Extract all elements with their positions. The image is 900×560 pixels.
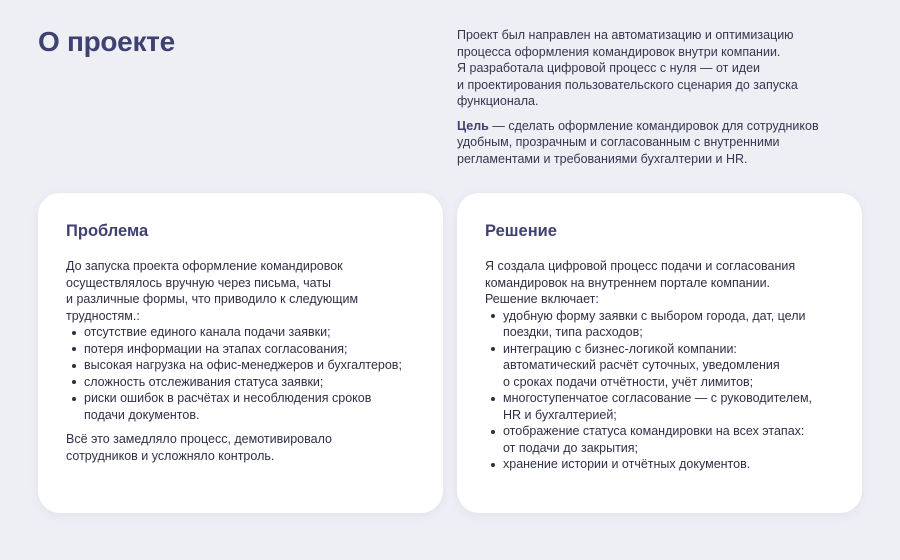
- solution-intro: Я создала цифровой процесс подачи и согласования командировок на внутреннем портале компании. Решение включает:: [485, 259, 796, 306]
- list-item: отсутствие единого канала подачи заявки;: [66, 324, 423, 341]
- list-item: высокая нагрузка на офис-менеджеров и бухгалтеров;: [66, 357, 423, 374]
- problem-card: [38, 193, 443, 513]
- solution-title: Решение: [485, 222, 557, 240]
- goal-label: Цель: [457, 118, 489, 133]
- problem-closing: Всё это замедляло процесс, демотивировало сотрудников и усложняло контроль.: [66, 432, 332, 463]
- intro-block: [457, 27, 857, 167]
- list-item: риски ошибок в расчётах и несоблюдения сроков подачи документов.: [66, 390, 423, 423]
- page-title: О проекте: [38, 26, 175, 57]
- solution-card: [457, 193, 862, 513]
- list-item: потеря информации на этапах согласования;: [66, 341, 423, 358]
- list-item: интеграцию с бизнес-логикой компании: автоматический расчёт суточных, уведомления о сроках подачи отчётности, учёт лимитов;: [485, 341, 842, 391]
- list-item: отображение статуса командировки на всех этапах: от подачи до закрытия;: [485, 423, 842, 456]
- problem-title: Проблема: [66, 222, 149, 240]
- problem-list: [66, 324, 423, 423]
- list-item: сложность отслеживания статуса заявки;: [66, 374, 423, 391]
- problem-intro: До запуска проекта оформление командировок осуществлялось вручную через письма, чаты и различные формы, что приводило к следующим трудностям.:: [66, 259, 359, 323]
- list-item: удобную форму заявки с выбором города, дат, цели поездки, типа расходов;: [485, 308, 842, 341]
- intro-paragraph: Проект был направлен на автоматизацию и оптимизацию процесса оформления командировок внутри компании. Я разработала цифровой процесс с нуля — от идеи и проектирования пользовательского сценария до запуска функционала.: [457, 28, 798, 108]
- solution-list: [485, 308, 842, 473]
- list-item: хранение истории и отчётных документов.: [485, 456, 842, 473]
- goal-paragraph: [457, 118, 857, 168]
- goal-text: — сделать оформление командировок для сотрудников удобным, прозрачным и согласованным с внутренними регламентами и требованиями бухгалтерии и HR.: [457, 118, 819, 166]
- list-item: многоступенчатое согласование — с руководителем, HR и бухгалтерией;: [485, 390, 842, 423]
